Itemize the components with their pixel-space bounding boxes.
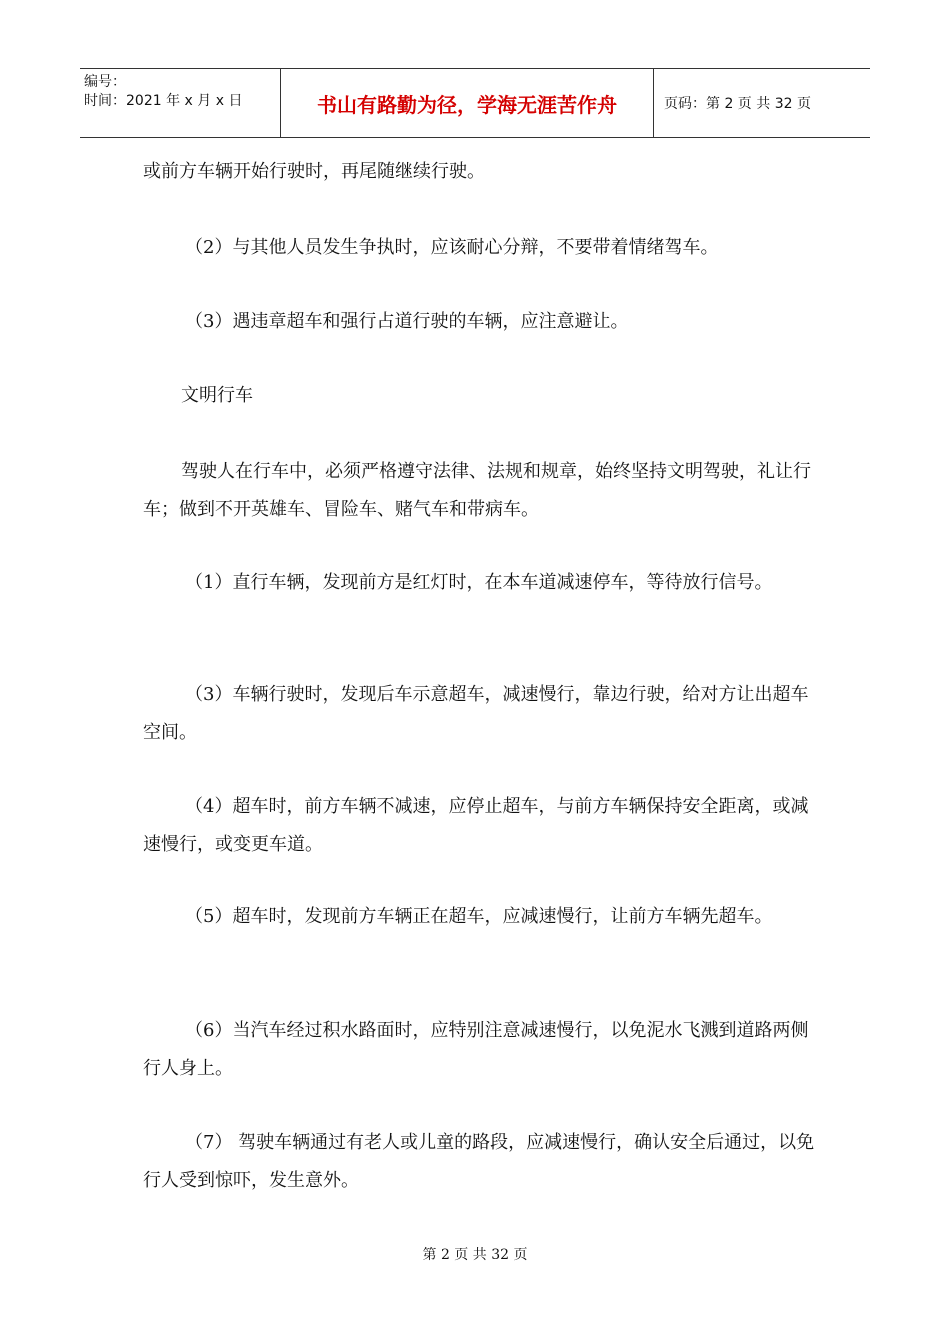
paragraph-item-1: （1）直行车辆，发现前方是红灯时，在本车道减速停车，等待放行信号。	[185, 572, 773, 593]
section-heading: 文明行车	[181, 385, 253, 406]
header-page-code: 页码：第 2 页 共 32 页	[664, 96, 811, 112]
page-footer: 第 2 页 共 32 页	[422, 1247, 528, 1263]
header-meta	[80, 69, 280, 137]
paragraph-item-2: （2）与其他人员发生争执时，应该耐心分辩，不要带着情绪驾车。	[185, 237, 719, 258]
paragraph-intro: 驾驶人在行车中，必须严格遵守法律、法规和规章，始终坚持文明驾驶，礼让行车；做到不开英雄车、冒险车、赌气车和带病车。	[143, 461, 811, 520]
paragraph-item-5: （5）超车时，发现前方车辆正在超车，应减速慢行，让前方车辆先超车。	[185, 906, 773, 927]
paragraph-continuation: 或前方车辆开始行驶时，再尾随继续行驶。	[143, 161, 485, 182]
paragraph-item-7: （7） 驾驶车辆通过有老人或儿童的路段，应减速慢行，确认安全后通过，以免行人受到惊吓，发生意外。	[143, 1132, 815, 1191]
paragraph-item-6: （6）当汽车经过积水路面时，应特别注意减速慢行，以免泥水飞溅到道路两侧行人身上。	[143, 1020, 809, 1079]
paragraph-item-3b: （3）车辆行驶时，发现后车示意超车，减速慢行，靠边行驶，给对方让出超车空间。	[143, 684, 809, 743]
paragraph-item-4: （4）超车时，前方车辆不减速，应停止超车，与前方车辆保持安全距离，或减速慢行，或变更车道。	[143, 796, 809, 855]
header-motto: 书山有路勤为径，学海无涯苦作舟	[280, 69, 654, 137]
document-number-label: 编号：	[84, 74, 126, 90]
document-time-label: 时间：2021 年 x 月 x 日	[84, 93, 243, 109]
paragraph-item-3: （3）遇违章超车和强行占道行驶的车辆，应注意避让。	[185, 311, 629, 332]
page-header	[80, 68, 870, 138]
